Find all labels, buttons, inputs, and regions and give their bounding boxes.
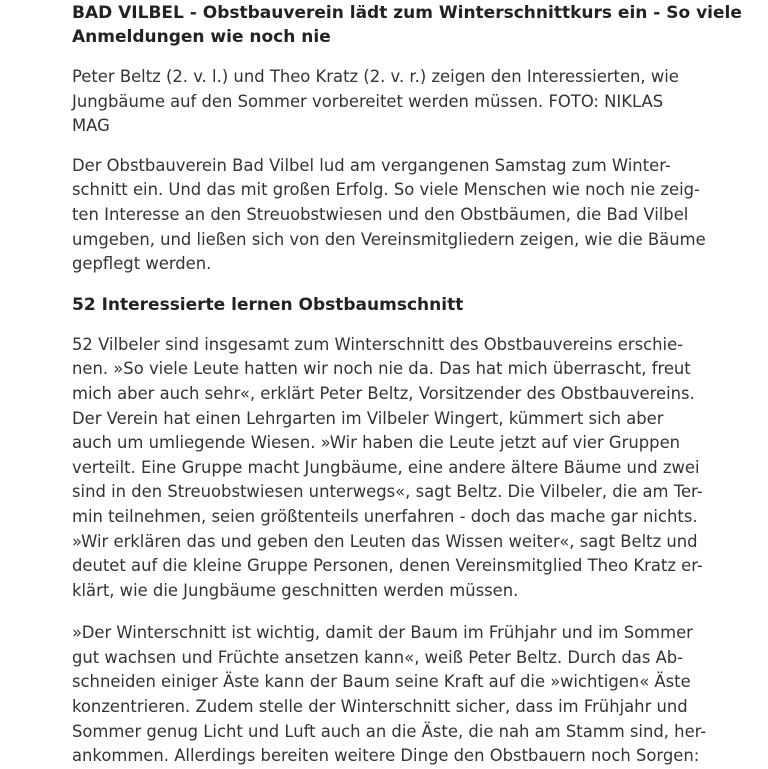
paragraph-line: schnitt ein. Und das mit großen Erfolg. So viele Menschen wie noch nie zeig- — [72, 180, 700, 200]
paragraph-line: Der Verein hat einen Lehrgarten im Vilbeler Wingert, kümmert sich aber — [72, 408, 664, 428]
paragraph-line: Sommer genug Licht und Luft auch an die Äste, die nah am Stamm sind, her- — [72, 721, 707, 741]
paragraph-line: mich aber auch sehr«, erklärt Peter Beltz, Vorsitzender des Obstbauvereins. — [72, 383, 695, 403]
paragraph-line: Der Obstbauverein Bad Vilbel lud am vergangenen Samstag zum Winter- — [72, 155, 671, 175]
paragraph-line: »Wir erklären das und geben den Leuten das Wissen weiter«, sagt Beltz und — [72, 531, 698, 551]
paragraph-line: gut wachsen und Früchte ansetzen kann«, weiß Peter Beltz. Durch das Ab- — [72, 647, 684, 667]
headline-line: Anmeldungen wie noch nie — [72, 27, 331, 47]
headline — [72, 0, 742, 49]
paragraph-line: min teilnehmen, seien größtenteils unerfahren - doch das mache gar nichts. — [72, 506, 698, 526]
paragraph-line: sind in den Streuobstwiesen unterwegs«, sagt Beltz. Die Vilbeler, die am Ter- — [72, 482, 703, 502]
paragraph-line: schneiden einiger Äste kann der Baum seine Kraft auf die »wichtigen« Äste — [72, 672, 691, 692]
caption-line: MAG — [72, 116, 110, 136]
paragraph-line: auch um umliegende Wiesen. »Wir haben die Leute jetzt auf vier Gruppen — [72, 433, 681, 453]
photo-caption — [72, 65, 708, 139]
paragraph-line: ten Interesse an den Streuobstwiesen und den Obstbäumen, die Bad Vilbel — [72, 204, 689, 224]
paragraph-line: klärt, wie die Jungbäume geschnitten werden müssen. — [72, 580, 519, 600]
paragraph-line: ankommen. Allerdings bereiten weitere Dinge den Obstbauern noch Sorgen: — [72, 746, 700, 766]
paragraph-line: verteilt. Eine Gruppe macht Jungbäume, eine andere ältere Bäume und zwei — [72, 457, 700, 477]
headline-line: BAD VILBEL - Obstbauverein lädt zum Winterschnittkurs ein - So viele — [72, 3, 742, 23]
body-paragraph-3 — [72, 621, 708, 769]
paragraph-line: konzentrieren. Zudem stelle der Winterschnitt sicher, dass im Frühjahr und — [72, 697, 688, 717]
caption-line: Peter Beltz (2. v. l.) und Theo Kratz (2. v. r.) zeigen den Interessierten, wie — [72, 67, 679, 86]
paragraph-line: 52 Vilbeler sind insgesamt zum Winterschnitt des Obstbauvereins erschie- — [72, 334, 684, 354]
paragraph-line: »Der Winterschnitt ist wichtig, damit der Baum im Frühjahr und im Sommer — [72, 623, 693, 643]
paragraph-line: nen. »So viele Leute hatten wir noch nie da. Das hat mich überrascht, freut — [72, 359, 691, 379]
caption-line: Jungbäume auf den Sommer vorbereitet werden müssen. FOTO: NIKLAS — [72, 91, 664, 111]
paragraph-line: gepflegt werden. — [72, 254, 212, 274]
paragraph-line: deutet auf die kleine Gruppe Personen, denen Vereinsmitglied Theo Kratz er- — [72, 556, 703, 576]
body-paragraph-1 — [72, 154, 708, 277]
body-paragraph-2 — [72, 333, 708, 604]
article — [72, 0, 742, 769]
section-subheading: 52 Interessierte lernen Obstbaumschnitt — [72, 294, 464, 315]
paragraph-line: umgeben, und ließen sich von den Vereinsmitgliedern zeigen, wie die Bäume — [72, 229, 706, 249]
